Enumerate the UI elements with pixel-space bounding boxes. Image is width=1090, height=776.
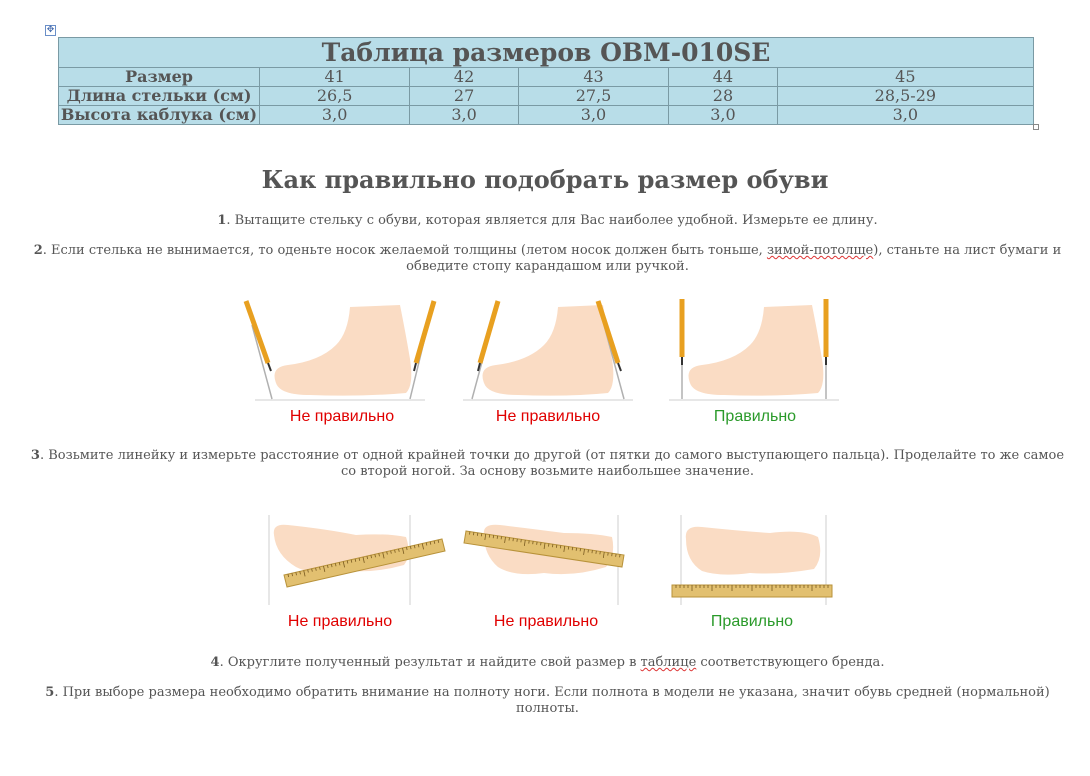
ruler-figure-2	[464, 515, 644, 607]
table-cell: 3,0	[518, 106, 668, 125]
tracing-caption-3: Правильно	[713, 408, 797, 425]
step-text: ), станьте на лист бумаги и обведите стопу карандашом или ручкой.	[406, 243, 1062, 274]
step-number: 2	[33, 243, 43, 258]
step-text: соответствующего бренда.	[696, 655, 885, 670]
ruler-caption-3: Правильно	[710, 613, 794, 630]
step-number: 4	[210, 655, 220, 670]
table-cell: 45	[777, 68, 1033, 87]
guide-heading: Как правильно подобрать размер обуви	[261, 165, 829, 194]
step-text: . Возьмите линейку и измерьте расстояние от одной крайней точки до другой (от пятки до самого выступающего пальца). Проделайте то же самое со второй ногой. За основу возьмите наибольшее значение.	[39, 448, 1065, 479]
pencil-icon	[478, 301, 498, 371]
table-cell: 27	[410, 87, 519, 106]
step-5	[30, 685, 1065, 717]
table-cell: 3,0	[260, 106, 410, 125]
table-cell: 27,5	[518, 87, 668, 106]
ruler-icon	[672, 585, 832, 597]
ruler-figure-3	[670, 515, 840, 607]
step-number: 3	[30, 448, 40, 463]
pencil-icon	[246, 301, 271, 371]
table-cell: 44	[669, 68, 778, 87]
row-label-insole-length: Длина стельки (см)	[59, 87, 260, 106]
step-4	[30, 655, 1065, 671]
table-cell: 3,0	[410, 106, 519, 125]
tracing-figure-3	[664, 295, 844, 405]
tracing-caption-2: Не правильно	[495, 408, 601, 425]
table-row	[59, 68, 1034, 87]
step-text: . При выборе размера необходимо обратить внимание на полноту ноги. Если полнота в модели не указана, значит обувь средней (нормальной) полноты.	[54, 685, 1050, 716]
step-number: 1	[217, 213, 227, 228]
table-cell: 26,5	[260, 87, 410, 106]
table-cell: 28,5-29	[777, 87, 1033, 106]
ruler-figure-1	[266, 515, 446, 607]
table-row	[59, 106, 1034, 125]
step-2	[30, 243, 1065, 275]
step-3	[30, 448, 1065, 480]
table-cell: 41	[260, 68, 410, 87]
table-move-handle-icon[interactable]: ✥	[46, 25, 55, 35]
table-cell: 3,0	[669, 106, 778, 125]
ruler-caption-1: Не правильно	[287, 613, 393, 630]
table-cell: 42	[410, 68, 519, 87]
spellcheck-flagged-word[interactable]: таблице	[640, 655, 697, 670]
table-cell: 43	[518, 68, 668, 87]
tracing-figure-1	[240, 295, 440, 405]
step-text: . Если стелька не вынимается, то оденьте носок желаемой толщины (летом носок должен быть тоньше,	[42, 243, 767, 258]
tracing-caption-1: Не правильно	[289, 408, 395, 425]
table-cell: 3,0	[777, 106, 1033, 125]
ruler-caption-2: Не правильно	[493, 613, 599, 630]
step-text: . Округлите полученный результат и найдите свой размер в	[219, 655, 641, 670]
step-1	[30, 213, 1065, 229]
step-number: 5	[45, 685, 55, 700]
table-cell: 28	[669, 87, 778, 106]
table-title: Таблица размеров OBM-010SE	[59, 38, 1034, 68]
table-resize-handle[interactable]	[1033, 124, 1039, 130]
step-text: . Вытащите стельку с обуви, которая является для Вас наиболее удобной. Измерьте ее длину.	[226, 213, 878, 228]
pencil-icon	[414, 301, 434, 371]
table-title-row	[59, 38, 1034, 68]
size-table	[58, 37, 1034, 125]
row-label-heel-height: Высота каблука (см)	[59, 106, 260, 125]
tracing-figure-2	[458, 295, 638, 405]
row-label-size: Размер	[59, 68, 260, 87]
table-row	[59, 87, 1034, 106]
spellcheck-flagged-word[interactable]: зимой-потолще	[766, 243, 874, 258]
